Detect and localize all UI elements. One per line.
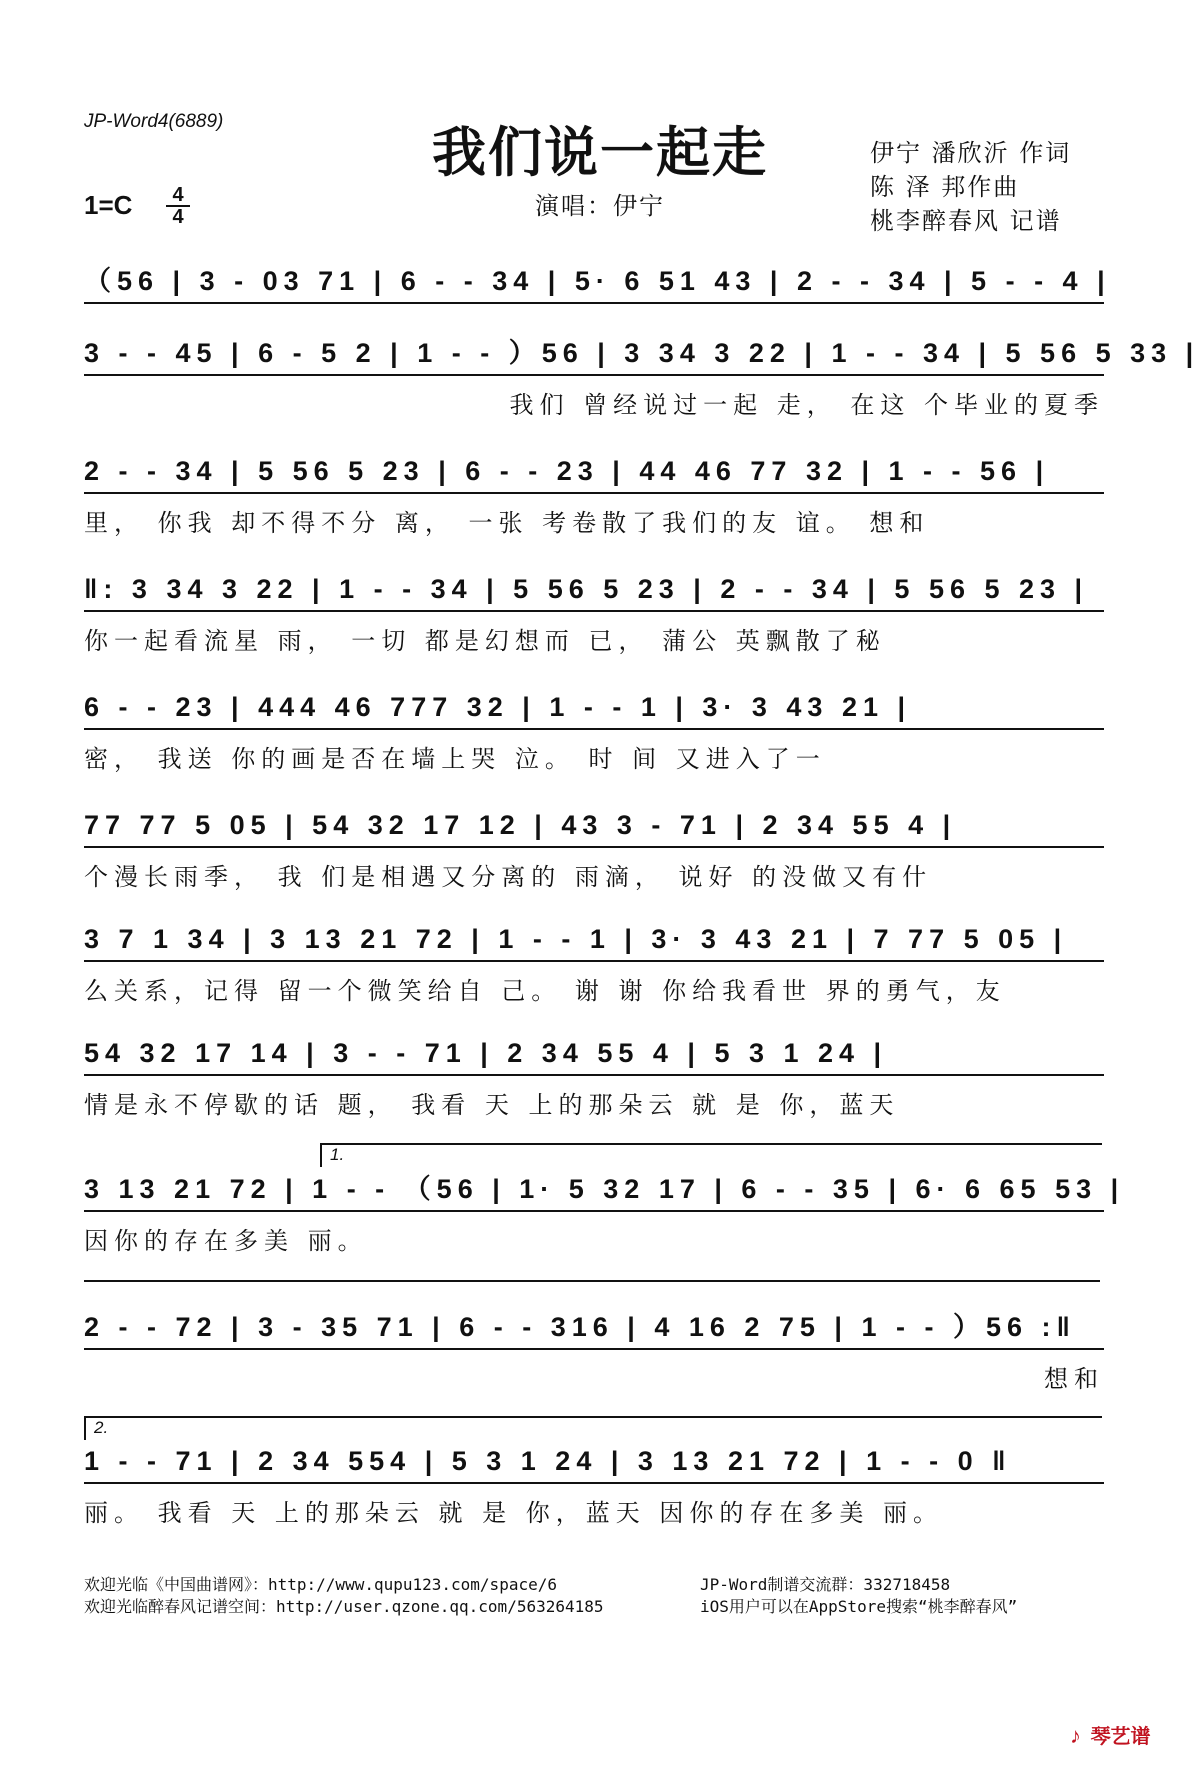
footer-right	[700, 1574, 1017, 1618]
second-ending-bracket	[84, 1416, 1102, 1440]
second-ending-label: 2.	[94, 1418, 109, 1437]
lyrics-line: 我们 曾经说过一起 走， 在这 个毕业的夏季	[509, 391, 1104, 419]
notation-line: 2 - - 34 | 5 56 5 23 | 6 - - 23 | 44 46 77 32 | 1 - - 56 |	[84, 452, 1104, 494]
page-title: 我们说一起走	[432, 121, 768, 184]
footer-left	[84, 1574, 604, 1618]
credit-transcriber: 桃李醉春风 记谱	[870, 207, 1062, 235]
watermark	[1070, 1720, 1151, 1749]
score-row	[84, 570, 1104, 656]
notation-line: 77 77 5 05 | 54 32 17 12 | 43 3 - 71 | 2 34 55 4 |	[84, 806, 1104, 848]
score-row	[84, 334, 1200, 420]
time-signature-top: 4	[172, 184, 184, 206]
lyrics-line: 密， 我送 你的画是否在墙上哭 泣。 时 间 又进入了一	[84, 745, 826, 773]
piano-logo-icon: ♪	[1070, 1723, 1081, 1748]
score-row	[84, 806, 1104, 892]
time-signature-bottom: 4	[172, 206, 184, 228]
footer-link-qzone[interactable]: 欢迎光临醉春风记谱空间：http://user.qzone.qq.com/563264185	[84, 1597, 604, 1616]
footer-link-qupu[interactable]: 欢迎光临《中国曲谱网》：http://www.qupu123.com/space/6	[84, 1575, 557, 1594]
lyrics-line: 里， 你我 却不得不分 离， 一张 考卷散了我们的友 谊。 想和	[84, 509, 930, 537]
credits	[870, 136, 1071, 238]
notation-line: 1 - - 71 | 2 34 554 | 5 3 1 24 | 3 13 21 72 | 1 - - 0 ‖	[84, 1442, 1104, 1484]
lyrics-line: 丽。 我看 天 上的那朵云 就 是 你，蓝天 因你的存在多美 丽。	[84, 1499, 944, 1527]
key-signature: 1=C	[84, 190, 133, 220]
notation-line: （56 | 3 - 03 71 | 6 - - 34 | 5· 6 51 43 | 2 - - 34 | 5 - - 4 |	[84, 262, 1104, 304]
credit-lyricist: 伊宁 潘欣沂 作词	[870, 139, 1072, 167]
first-ending-bracket	[320, 1143, 1102, 1167]
software-label: JP-Word4(6889)	[84, 111, 224, 132]
notation-line: 54 32 17 14 | 3 - - 71 | 2 34 55 4 | 5 3 1 24 |	[84, 1034, 1104, 1076]
first-ending-label: 1.	[330, 1145, 345, 1164]
repeat-bracket-line	[84, 1280, 1100, 1282]
notation-line: 2 - - 72 | 3 - 35 71 | 6 - - 316 | 4 16 2 75 | 1 - - ）56 :‖	[84, 1308, 1104, 1350]
score-row	[84, 452, 1104, 538]
score-row	[84, 688, 1104, 774]
lyrics-line: 么关系，记得 留一个微笑给自 己。 谢 谢 你给我看世 界的勇气，友	[84, 977, 1006, 1005]
watermark-text: 琴艺谱	[1090, 1726, 1151, 1748]
lyrics-line: 想和	[1044, 1365, 1104, 1393]
lyrics-line: 情是永不停歇的话 题， 我看 天 上的那朵云 就 是 你，蓝天	[84, 1091, 900, 1119]
lyrics-line: 因你的存在多美 丽。	[84, 1227, 368, 1255]
notation-line: 3 13 21 72 | 1 - - （56 | 1· 5 32 17 | 6 - - 35 | 6· 6 65 53 |	[84, 1170, 1104, 1212]
score-row	[84, 920, 1104, 1006]
notation-line: ‖: 3 34 3 22 | 1 - - 34 | 5 56 5 23 | 2 - - 34 | 5 56 5 23 |	[84, 570, 1104, 612]
lyrics-line: 你一起看流星 雨， 一切 都是幻想而 已， 蒲公 英飘散了秘	[84, 627, 886, 655]
score-row	[84, 1034, 1104, 1120]
notation-line: 3 - - 45 | 6 - 5 2 | 1 - - ）56 | 3 34 3 22 | 1 - - 34 | 5 56 5 33 |	[84, 334, 1104, 376]
score-row	[84, 1308, 1104, 1394]
notation-line: 6 - - 23 | 444 46 777 32 | 1 - - 1 | 3· 3 43 21 |	[84, 688, 1104, 730]
credit-composer: 陈 泽 邦作曲	[870, 173, 1020, 201]
score-row	[84, 1442, 1104, 1528]
notation-line: 3 7 1 34 | 3 13 21 72 | 1 - - 1 | 3· 3 43 21 | 7 77 5 05 |	[84, 920, 1104, 962]
lyrics-line: 个漫长雨季， 我 们是相遇又分离的 雨滴， 说好 的没做又有什	[84, 863, 933, 891]
footer-qq-group: JP-Word制谱交流群：332718458	[700, 1575, 951, 1594]
performer: 演唱：伊宁	[535, 192, 665, 220]
score-row	[84, 1170, 1125, 1256]
footer-appstore-note: iOS用户可以在AppStore搜索“桃李醉春风”	[700, 1597, 1018, 1616]
